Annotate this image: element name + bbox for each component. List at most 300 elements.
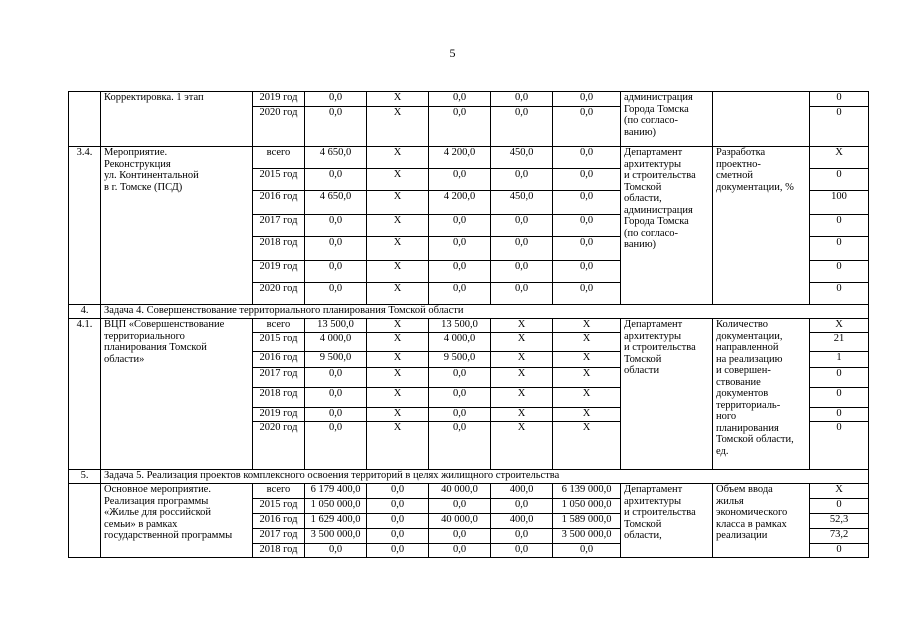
funding-value-text: 0,0 [390,529,405,540]
funding-value-text: 400,0 [509,484,534,495]
funding-value-text: X [582,388,591,399]
funding-value-text: X [393,261,402,272]
funding-value [367,333,429,352]
funding-value-text: 0,0 [452,92,467,103]
indicator [713,147,810,305]
funding-value-text: 0,0 [579,215,594,226]
funding-value-text: 0,0 [579,169,594,180]
year-cell [253,169,305,191]
funding-value [429,352,491,368]
funding-value [305,191,367,215]
funding-value [553,169,621,191]
funding-value [305,422,367,470]
funding-value-text: 0,0 [328,215,343,226]
indicator-value-text: 0 [836,215,842,226]
year-cell [253,92,305,107]
funding-value [553,237,621,261]
funding-value-text: X [393,388,402,399]
funding-value-text: X [393,92,402,103]
indicator-value [810,368,869,388]
year-cell [253,333,305,352]
funding-value-text: 0,0 [452,422,467,433]
funding-value [367,92,429,107]
row-number-text: 4.1. [76,319,93,330]
funding-value [305,283,367,305]
task-title [101,470,869,484]
funding-value-text: 0,0 [328,422,343,433]
funding-value-text: X [582,368,591,379]
funding-value-text: 0,0 [452,237,467,248]
indicator-value-text: 0 [836,422,842,433]
year-cell-text: 2019 год [259,92,298,103]
indicator-value-text: 100 [831,191,847,202]
funding-value-text: X [517,368,526,379]
funding-value [553,544,621,558]
funding-value-text: X [517,422,526,433]
funding-value [553,352,621,368]
funding-value [491,191,553,215]
year-cell [253,319,305,333]
year-cell-text: 2016 год [259,514,298,525]
funding-value-text: X [393,368,402,379]
funding-value-text: X [393,215,402,226]
indicator-value-text: 0 [836,92,842,103]
year-cell [253,215,305,237]
funding-value-text: 4 650,0 [319,147,352,158]
funding-value [367,261,429,283]
indicator-value-text: X [835,147,843,158]
indicator-value [810,388,869,408]
funding-value [367,368,429,388]
funding-value [491,283,553,305]
funding-value [553,261,621,283]
funding-value-text: 0,0 [328,388,343,399]
task-title-text: Задача 4. Совершенствование территориального планирования Томской области [104,305,464,316]
funding-value [305,333,367,352]
funding-value-text: 0,0 [514,544,529,555]
funding-value-text: 0,0 [452,529,467,540]
funding-value [553,107,621,147]
executor [621,92,713,147]
indicator-value [810,499,869,514]
funding-value [491,261,553,283]
funding-value [305,352,367,368]
funding-value [367,215,429,237]
funding-value-text: 0,0 [328,92,343,103]
funding-value-text: 0,0 [390,484,405,495]
indicator-value [810,92,869,107]
funding-value [305,215,367,237]
indicator-text: Количество документации, направленной на реализацию и совершен- ствование документов территориаль- ного планирования Томской области, ед. [716,319,794,457]
indicator-value-text: 0 [836,283,842,294]
executor [621,319,713,470]
indicator-value-text: 0 [836,237,842,248]
funding-value-text: 6 179 400,0 [310,484,361,495]
funding-value [491,544,553,558]
indicator-value-text: 0 [836,544,842,555]
indicator-value [810,319,869,333]
year-cell-text: 2016 год [259,191,298,202]
funding-value [305,319,367,333]
funding-value [491,169,553,191]
funding-value-text: 0,0 [514,169,529,180]
year-cell-text: всего [266,319,291,330]
year-cell [253,368,305,388]
funding-value-text: 6 139 000,0 [561,484,612,495]
funding-value-text: X [393,408,402,419]
funding-value [429,529,491,544]
task-number-text: 5. [80,470,89,481]
funding-value-text: X [393,237,402,248]
year-cell-text: 2018 год [259,237,298,248]
funding-value [305,368,367,388]
funding-value [553,514,621,529]
row-number [69,319,101,470]
funding-value-text: 0,0 [328,544,343,555]
year-cell [253,147,305,169]
funding-value-text: X [517,352,526,363]
funding-value-text: X [582,408,591,419]
funding-value [367,107,429,147]
funding-value-text: X [393,333,402,344]
funding-value-text: 13 500,0 [317,319,354,330]
activity-name-text: ВЦП «Совершенствование территориального планирования Томской области» [104,319,225,365]
funding-value [553,529,621,544]
funding-value-text: X [517,333,526,344]
funding-value [491,484,553,499]
funding-value-text: 0,0 [452,215,467,226]
indicator [713,319,810,470]
task-number [69,305,101,319]
activity-name [101,92,253,147]
funding-value-text: 0,0 [452,408,467,419]
funding-value-text: 0,0 [452,368,467,379]
funding-value [553,283,621,305]
year-cell-text: всего [266,484,291,495]
funding-value [491,352,553,368]
funding-value [429,319,491,333]
table-row [69,92,869,107]
funding-value [429,408,491,422]
funding-value [491,107,553,147]
funding-value-text: 0,0 [328,261,343,272]
indicator-value-text: 0 [836,107,842,118]
funding-value [367,319,429,333]
year-cell [253,544,305,558]
funding-value [491,215,553,237]
funding-value [367,147,429,169]
funding-value-text: 0,0 [328,237,343,248]
task-number [69,470,101,484]
funding-value-text: 9 500,0 [319,352,352,363]
indicator-value [810,191,869,215]
funding-value-text: X [393,191,402,202]
funding-value-text: X [393,169,402,180]
executor-text: администрация Города Томска (по согласо- ванию) [624,92,693,138]
funding-value-text: 1 050 000,0 [561,499,612,510]
indicator-text: Разработка проектно- сметной документации, % [716,147,794,193]
year-cell-text: 2017 год [259,215,298,226]
funding-value [553,319,621,333]
funding-value-text: 0,0 [514,261,529,272]
funding-value-text: 0,0 [579,147,594,158]
funding-value [305,169,367,191]
funding-value [553,92,621,107]
funding-value [553,215,621,237]
activity-name [101,147,253,305]
year-cell-text: 2019 год [259,261,298,272]
funding-value-text: 0,0 [328,283,343,294]
funding-value-text: X [517,319,526,330]
indicator-value [810,237,869,261]
funding-value [491,147,553,169]
funding-value [367,499,429,514]
year-cell-text: 2020 год [259,283,298,294]
funding-value-text: 0,0 [579,261,594,272]
funding-value-text: 1 050 000,0 [310,499,361,510]
indicator-value [810,333,869,352]
indicator-value [810,283,869,305]
funding-value-text: 0,0 [328,169,343,180]
indicator-value-text: 21 [833,333,845,344]
funding-value [367,514,429,529]
funding-value-text: X [393,147,402,158]
funding-value [553,408,621,422]
funding-value-text: 0,0 [579,191,594,202]
funding-value [553,422,621,470]
funding-value-text: X [582,422,591,433]
year-cell-text: 2017 год [259,529,298,540]
indicator-value [810,107,869,147]
funding-value [553,499,621,514]
year-cell [253,408,305,422]
funding-value [553,147,621,169]
year-cell [253,191,305,215]
funding-value-text: X [582,352,591,363]
year-cell [253,529,305,544]
funding-value [305,107,367,147]
funding-value [367,422,429,470]
funding-value [305,388,367,408]
funding-value [305,484,367,499]
year-cell [253,352,305,368]
indicator-value-text: X [835,484,843,495]
funding-value-text: 13 500,0 [441,319,478,330]
funding-value [367,352,429,368]
indicator-value-text: X [835,319,843,330]
table-row [69,147,869,169]
funding-value-text: 0,0 [579,92,594,103]
indicator-value-text: 0 [836,368,842,379]
funding-value-text: 4 650,0 [319,191,352,202]
task-title [101,305,869,319]
funding-value-text: 450,0 [509,147,534,158]
year-cell [253,499,305,514]
year-cell-text: 2019 год [259,408,298,419]
funding-value [305,544,367,558]
funding-value-text: 1 589 000,0 [561,514,612,525]
funding-value-text: 400,0 [509,514,534,525]
year-cell [253,237,305,261]
funding-value [367,544,429,558]
funding-value [491,514,553,529]
funding-value [553,388,621,408]
funding-value-text: 0,0 [579,237,594,248]
indicator-value [810,408,869,422]
page-number: 5 [449,46,456,60]
funding-value [305,408,367,422]
funding-value-text: 40 000,0 [441,514,478,525]
funding-value-text: 0,0 [579,283,594,294]
executor-text: Департамент архитектуры и строительства Томской области [624,319,696,376]
year-cell-text: 2020 год [259,422,298,433]
funding-value-text: 40 000,0 [441,484,478,495]
funding-value-text: 0,0 [390,514,405,525]
year-cell-text: 2015 год [259,499,298,510]
activity-name [101,484,253,558]
funding-value [491,368,553,388]
indicator-value-text: 52,3 [829,514,849,525]
funding-value-text: 0,0 [390,544,405,555]
indicator-value-text: 73,2 [829,529,849,540]
funding-value-text: 0,0 [514,92,529,103]
indicator [713,484,810,558]
row-number [69,484,101,558]
task-row [69,470,869,484]
program-table [68,91,869,558]
funding-value-text: 0,0 [328,107,343,118]
funding-value [367,169,429,191]
activity-name-text: Мероприятие. Реконструкция ул. Континентальной в г. Томске (ПСД) [104,147,199,193]
funding-value [429,237,491,261]
indicator-value [810,261,869,283]
task-number-text: 4. [80,305,89,316]
funding-value-text: 9 500,0 [443,352,476,363]
funding-value [429,368,491,388]
funding-value-text: 0,0 [328,408,343,419]
funding-value [305,261,367,283]
indicator-value-text: 0 [836,388,842,399]
funding-value-text: 0,0 [328,368,343,379]
funding-value [305,92,367,107]
funding-value [429,147,491,169]
funding-value-text: 0,0 [390,499,405,510]
funding-value [491,319,553,333]
year-cell-text: 2015 год [259,333,298,344]
funding-value [429,388,491,408]
funding-value [429,333,491,352]
year-cell [253,514,305,529]
funding-value [429,499,491,514]
funding-value [367,484,429,499]
funding-value-text: 0,0 [452,544,467,555]
funding-value [429,215,491,237]
indicator-value [810,422,869,470]
funding-value-text: X [393,319,402,330]
funding-value [429,169,491,191]
indicator-value [810,514,869,529]
funding-value-text: 4 000,0 [319,333,352,344]
indicator-value [810,484,869,499]
row-number [69,147,101,305]
funding-value [367,529,429,544]
funding-value [429,544,491,558]
funding-value-text: 0,0 [579,544,594,555]
indicator-value [810,215,869,237]
funding-value [491,237,553,261]
funding-value [491,333,553,352]
funding-value [491,92,553,107]
task-row [69,305,869,319]
indicator [713,92,810,147]
funding-value-text: 4 200,0 [443,191,476,202]
funding-value [553,191,621,215]
funding-value-text: 0,0 [514,283,529,294]
table-row [69,319,869,333]
year-cell [253,261,305,283]
indicator-value-text: 0 [836,261,842,272]
activity-name [101,319,253,470]
year-cell [253,283,305,305]
executor-text: Департамент архитектуры и строительства Томской области, [624,484,696,541]
executor [621,484,713,558]
indicator-value [810,529,869,544]
funding-value [429,484,491,499]
indicator-value [810,544,869,558]
year-cell [253,107,305,147]
task-title-text: Задача 5. Реализация проектов комплексного освоения территорий в целях жилищного строительства [104,470,560,481]
funding-value-text: 0,0 [514,237,529,248]
row-number-text: 3.4. [76,147,93,158]
funding-value-text: 0,0 [579,107,594,118]
funding-value [553,333,621,352]
funding-value-text: X [517,388,526,399]
funding-value-text: X [393,422,402,433]
funding-value [367,388,429,408]
year-cell [253,388,305,408]
funding-value [305,529,367,544]
funding-value-text: 1 629 400,0 [310,514,361,525]
funding-value-text: 450,0 [509,191,534,202]
funding-value [553,368,621,388]
funding-value-text: 0,0 [452,169,467,180]
funding-value [429,514,491,529]
indicator-value-text: 0 [836,408,842,419]
funding-value-text: X [582,319,591,330]
funding-value [491,388,553,408]
funding-value [429,191,491,215]
indicator-value [810,147,869,169]
year-cell-text: 2018 год [259,544,298,555]
funding-value-text: 0,0 [452,388,467,399]
funding-value [429,261,491,283]
executor [621,147,713,305]
row-number [69,92,101,147]
funding-value [491,529,553,544]
funding-value-text: 0,0 [514,529,529,540]
funding-value [305,147,367,169]
funding-value-text: 0,0 [514,107,529,118]
year-cell-text: всего [266,147,291,158]
indicator-text: Объем ввода жилья экономического класса в рамках реализации [716,484,788,541]
indicator-value-text: 0 [836,499,842,510]
activity-name-text: Основное мероприятие. Реализация программы «Жилье для российской семьи» в рамках государственной программы [104,484,233,541]
funding-value-text: 4 200,0 [443,147,476,158]
funding-value [367,191,429,215]
indicator-value-text: 1 [836,352,842,363]
funding-value-text: 3 500 000,0 [561,529,612,540]
funding-value [429,283,491,305]
